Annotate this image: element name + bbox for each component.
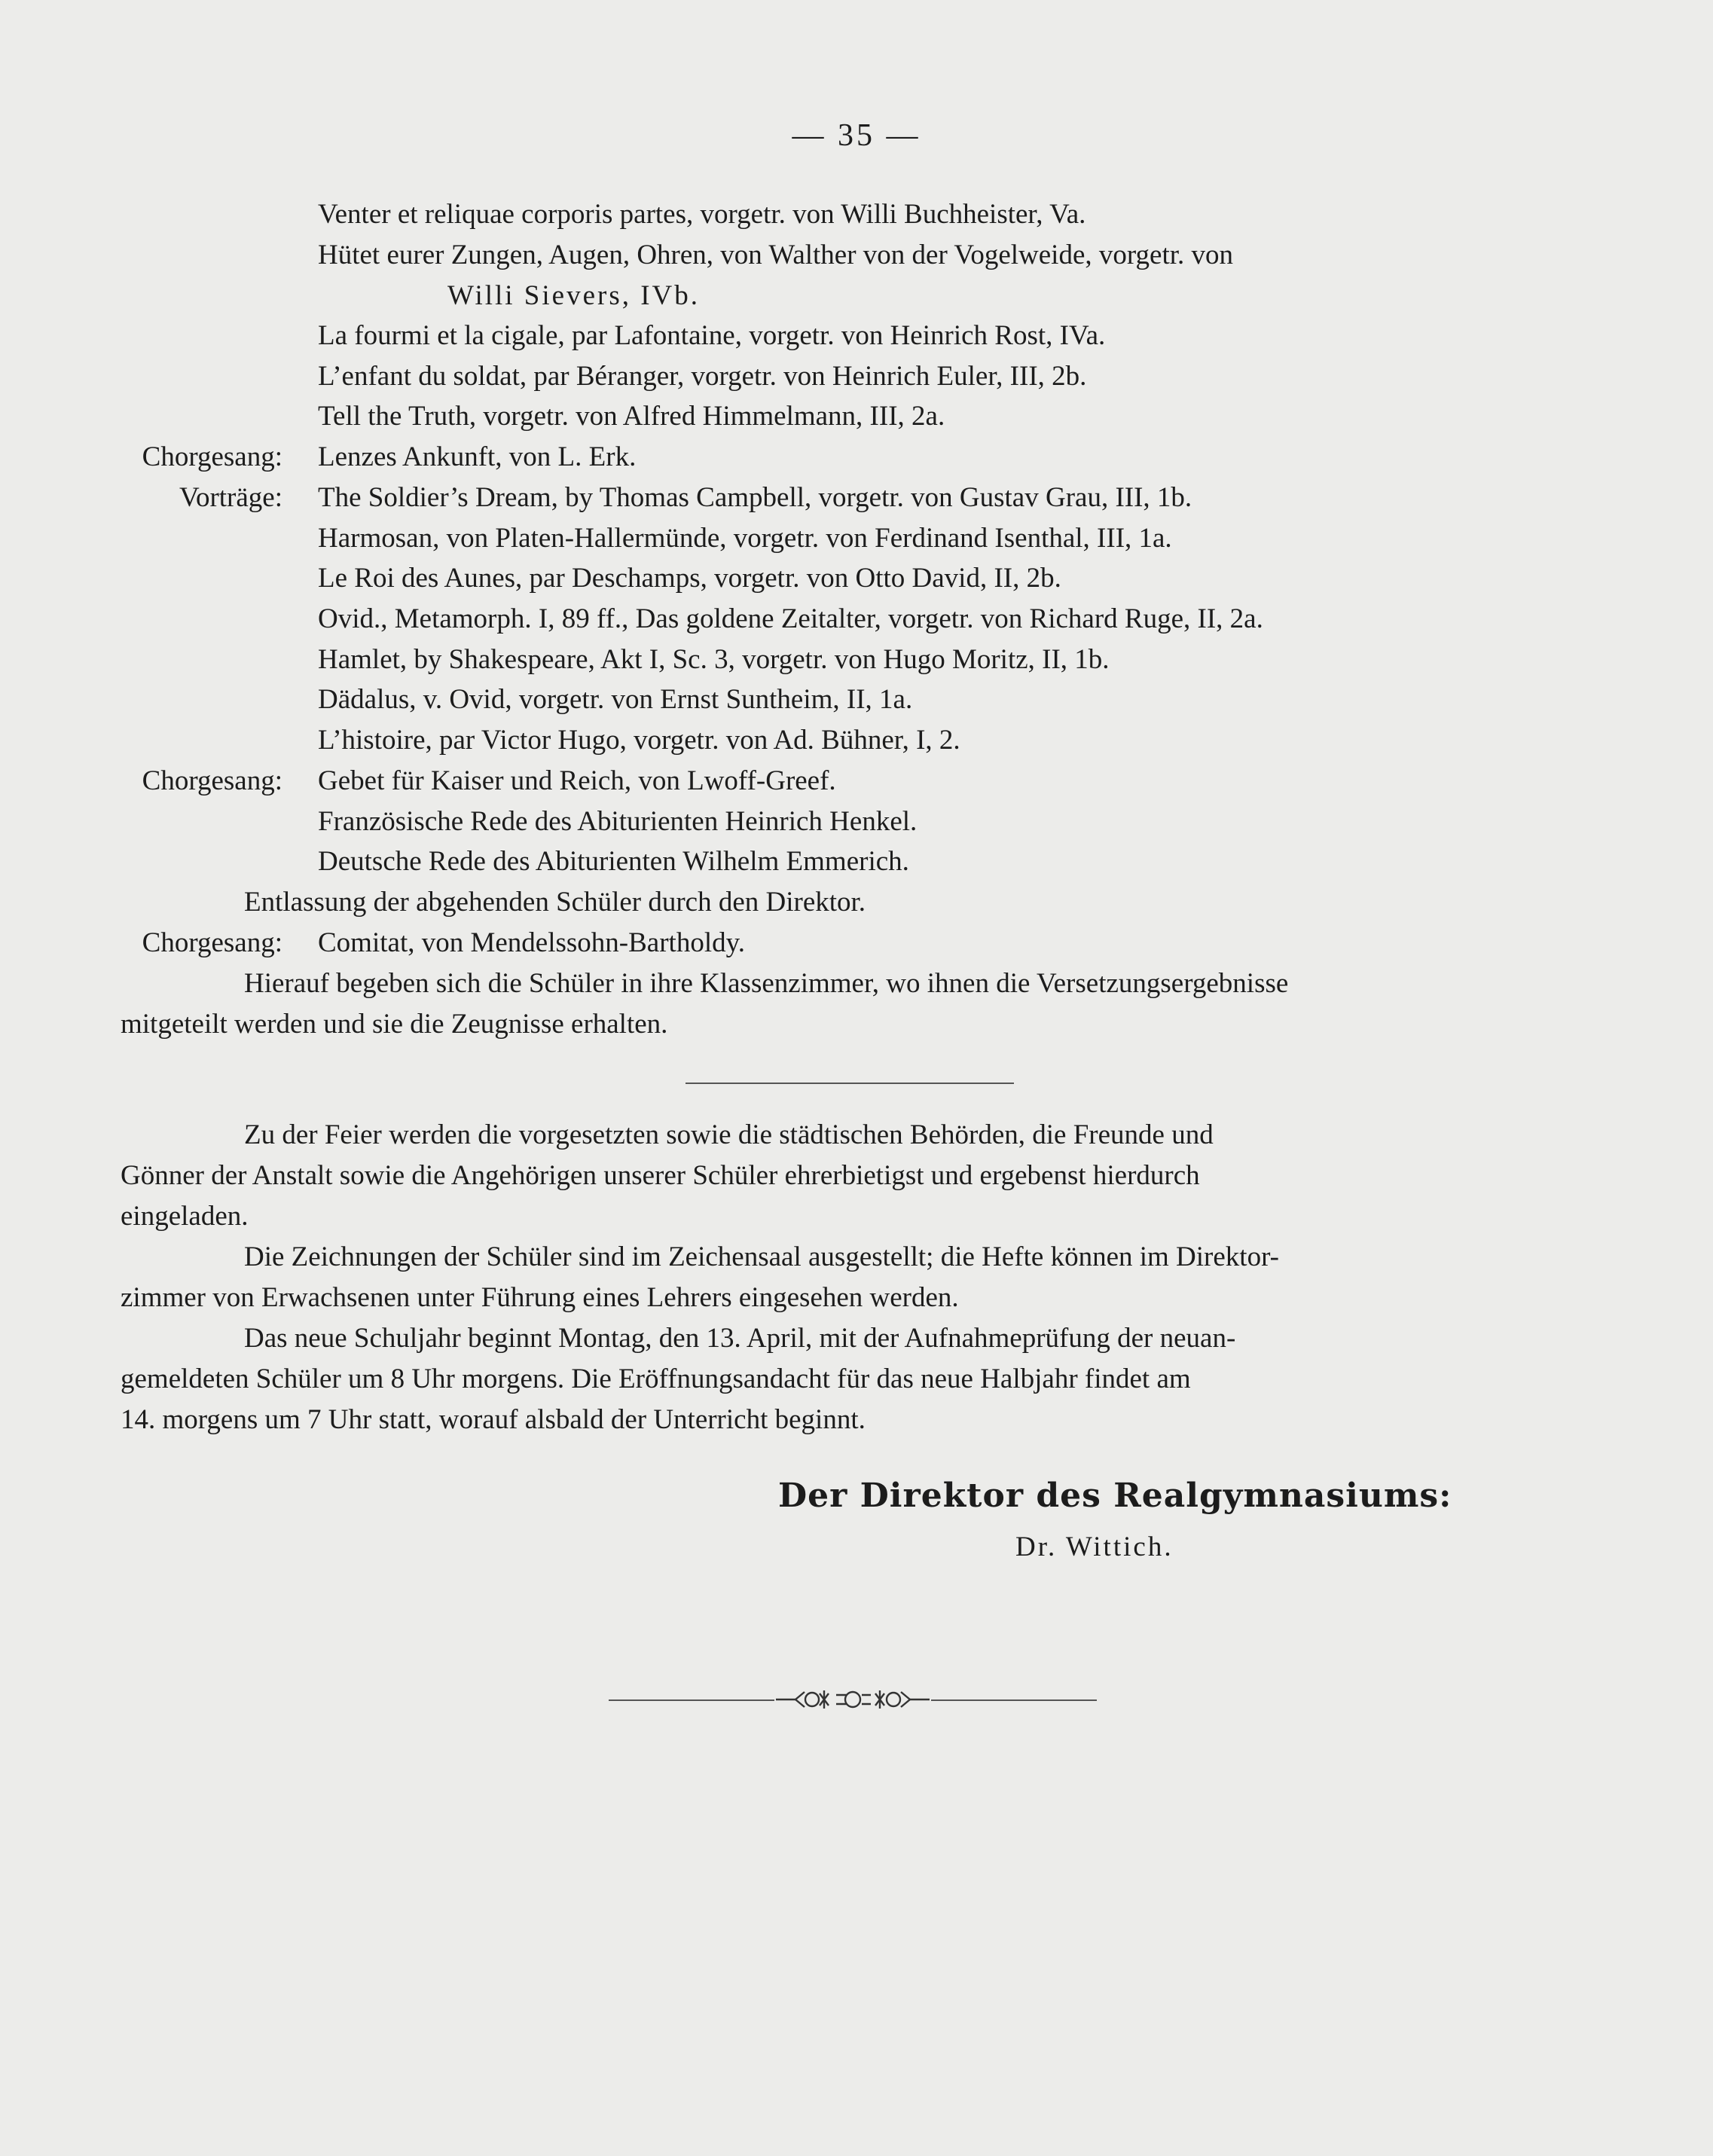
ornament-rule-right — [931, 1699, 1097, 1701]
invitation-line: 14. morgens um 7 Uhr statt, worauf alsbald der Unterricht beginnt. — [121, 1404, 866, 1435]
program-line: Harmosan, von Platen-Hallermünde, vorgetr. von Ferdinand Isenthal, III, 1a. — [318, 523, 1172, 554]
section-divider — [686, 1083, 1014, 1084]
program-line: Gebet für Kaiser und Reich, von Lwoff-Greef. — [318, 765, 836, 796]
program-line: Lenzes Ankunft, von L. Erk. — [318, 441, 637, 472]
program-line: L’histoire, par Victor Hugo, vorgetr. von Ad. Bühner, I, 2. — [318, 725, 960, 756]
program-line: Le Roi des Aunes, par Deschamps, vorgetr. von Otto David, II, 2b. — [318, 563, 1061, 594]
signature-name: Dr. Wittich. — [1015, 1531, 1174, 1562]
program-line: Entlassung der abgehenden Schüler durch den Direktor. — [244, 887, 866, 918]
invitation-line: Die Zeichnungen der Schüler sind im Zeichensaal ausgestellt; die Hefte können im Direktor- — [244, 1241, 1279, 1272]
invitation-line: gemeldeten Schüler um 8 Uhr morgens. Die Eröffnungsandacht für das neue Halbjahr findet am — [121, 1364, 1191, 1394]
invitation-line: eingeladen. — [121, 1201, 249, 1232]
section-label-chorgesang: Chorgesang: — [142, 927, 282, 958]
closing-line: mitgeteilt werden und sie die Zeugnisse erhalten. — [121, 1009, 668, 1040]
invitation-line: Das neue Schuljahr beginnt Montag, den 13. April, mit der Aufnahmeprüfung der neuan- — [244, 1323, 1236, 1354]
program-line: Hamlet, by Shakespeare, Akt I, Sc. 3, vorgetr. von Hugo Moritz, II, 1b. — [318, 644, 1110, 675]
program-line: The Soldier’s Dream, by Thomas Campbell, vorgetr. von Gustav Grau, III, 1b. — [318, 482, 1192, 513]
invitation-line: Zu der Feier werden die vorgesetzten sowie die städtischen Behörden, die Freunde und — [244, 1119, 1214, 1150]
program-line: Venter et reliquae corporis partes, vorgetr. von Willi Buchheister, Va. — [318, 199, 1086, 230]
program-line: Dädalus, v. Ovid, vorgetr. von Ernst Suntheim, II, 1a. — [318, 684, 913, 715]
program-line: L’enfant du soldat, par Béranger, vorgetr. von Heinrich Euler, III, 2b. — [318, 361, 1087, 392]
section-label-chorgesang: Chorgesang: — [142, 441, 282, 472]
signature-title: Der Direktor des Realgymnasiums: — [778, 1477, 1452, 1515]
invitation-line: zimmer von Erwachsenen unter Führung eines Lehrers eingesehen werden. — [121, 1282, 959, 1313]
program-line: Ovid., Metamorph. I, 89 ff., Das goldene Zeitalter, vorgetr. von Richard Ruge, II, 2a. — [318, 603, 1263, 634]
program-line: Tell the Truth, vorgetr. von Alfred Himmelmann, III, 2a. — [318, 401, 945, 432]
ornament-rule-left — [609, 1699, 774, 1701]
program-line: Deutsche Rede des Abiturienten Wilhelm Emmerich. — [318, 846, 909, 877]
invitation-line: Gönner der Anstalt sowie die Angehörigen unserer Schüler ehrerbietigst und ergebenst hierdurch — [121, 1160, 1200, 1191]
program-line: Comitat, von Mendelssohn-Bartholdy. — [318, 927, 745, 958]
program-line: La fourmi et la cigale, par Lafontaine, vorgetr. von Heinrich Rost, IVa. — [318, 320, 1106, 351]
page-number: — 35 — — [792, 118, 921, 153]
program-line: Hütet eurer Zungen, Augen, Ohren, von Walther von der Vogelweide, vorgetr. von — [318, 240, 1234, 270]
ornament-icon — [774, 1684, 931, 1715]
program-line: Französische Rede des Abiturienten Heinrich Henkel. — [318, 806, 918, 837]
program-line-continuation: Willi Sievers, IVb. — [447, 280, 701, 311]
section-label-chorgesang: Chorgesang: — [142, 765, 282, 796]
closing-line: Hierauf begeben sich die Schüler in ihre Klassenzimmer, wo ihnen die Versetzungsergebnisse — [244, 968, 1289, 999]
section-label-vortraege: Vorträge: — [179, 482, 282, 513]
